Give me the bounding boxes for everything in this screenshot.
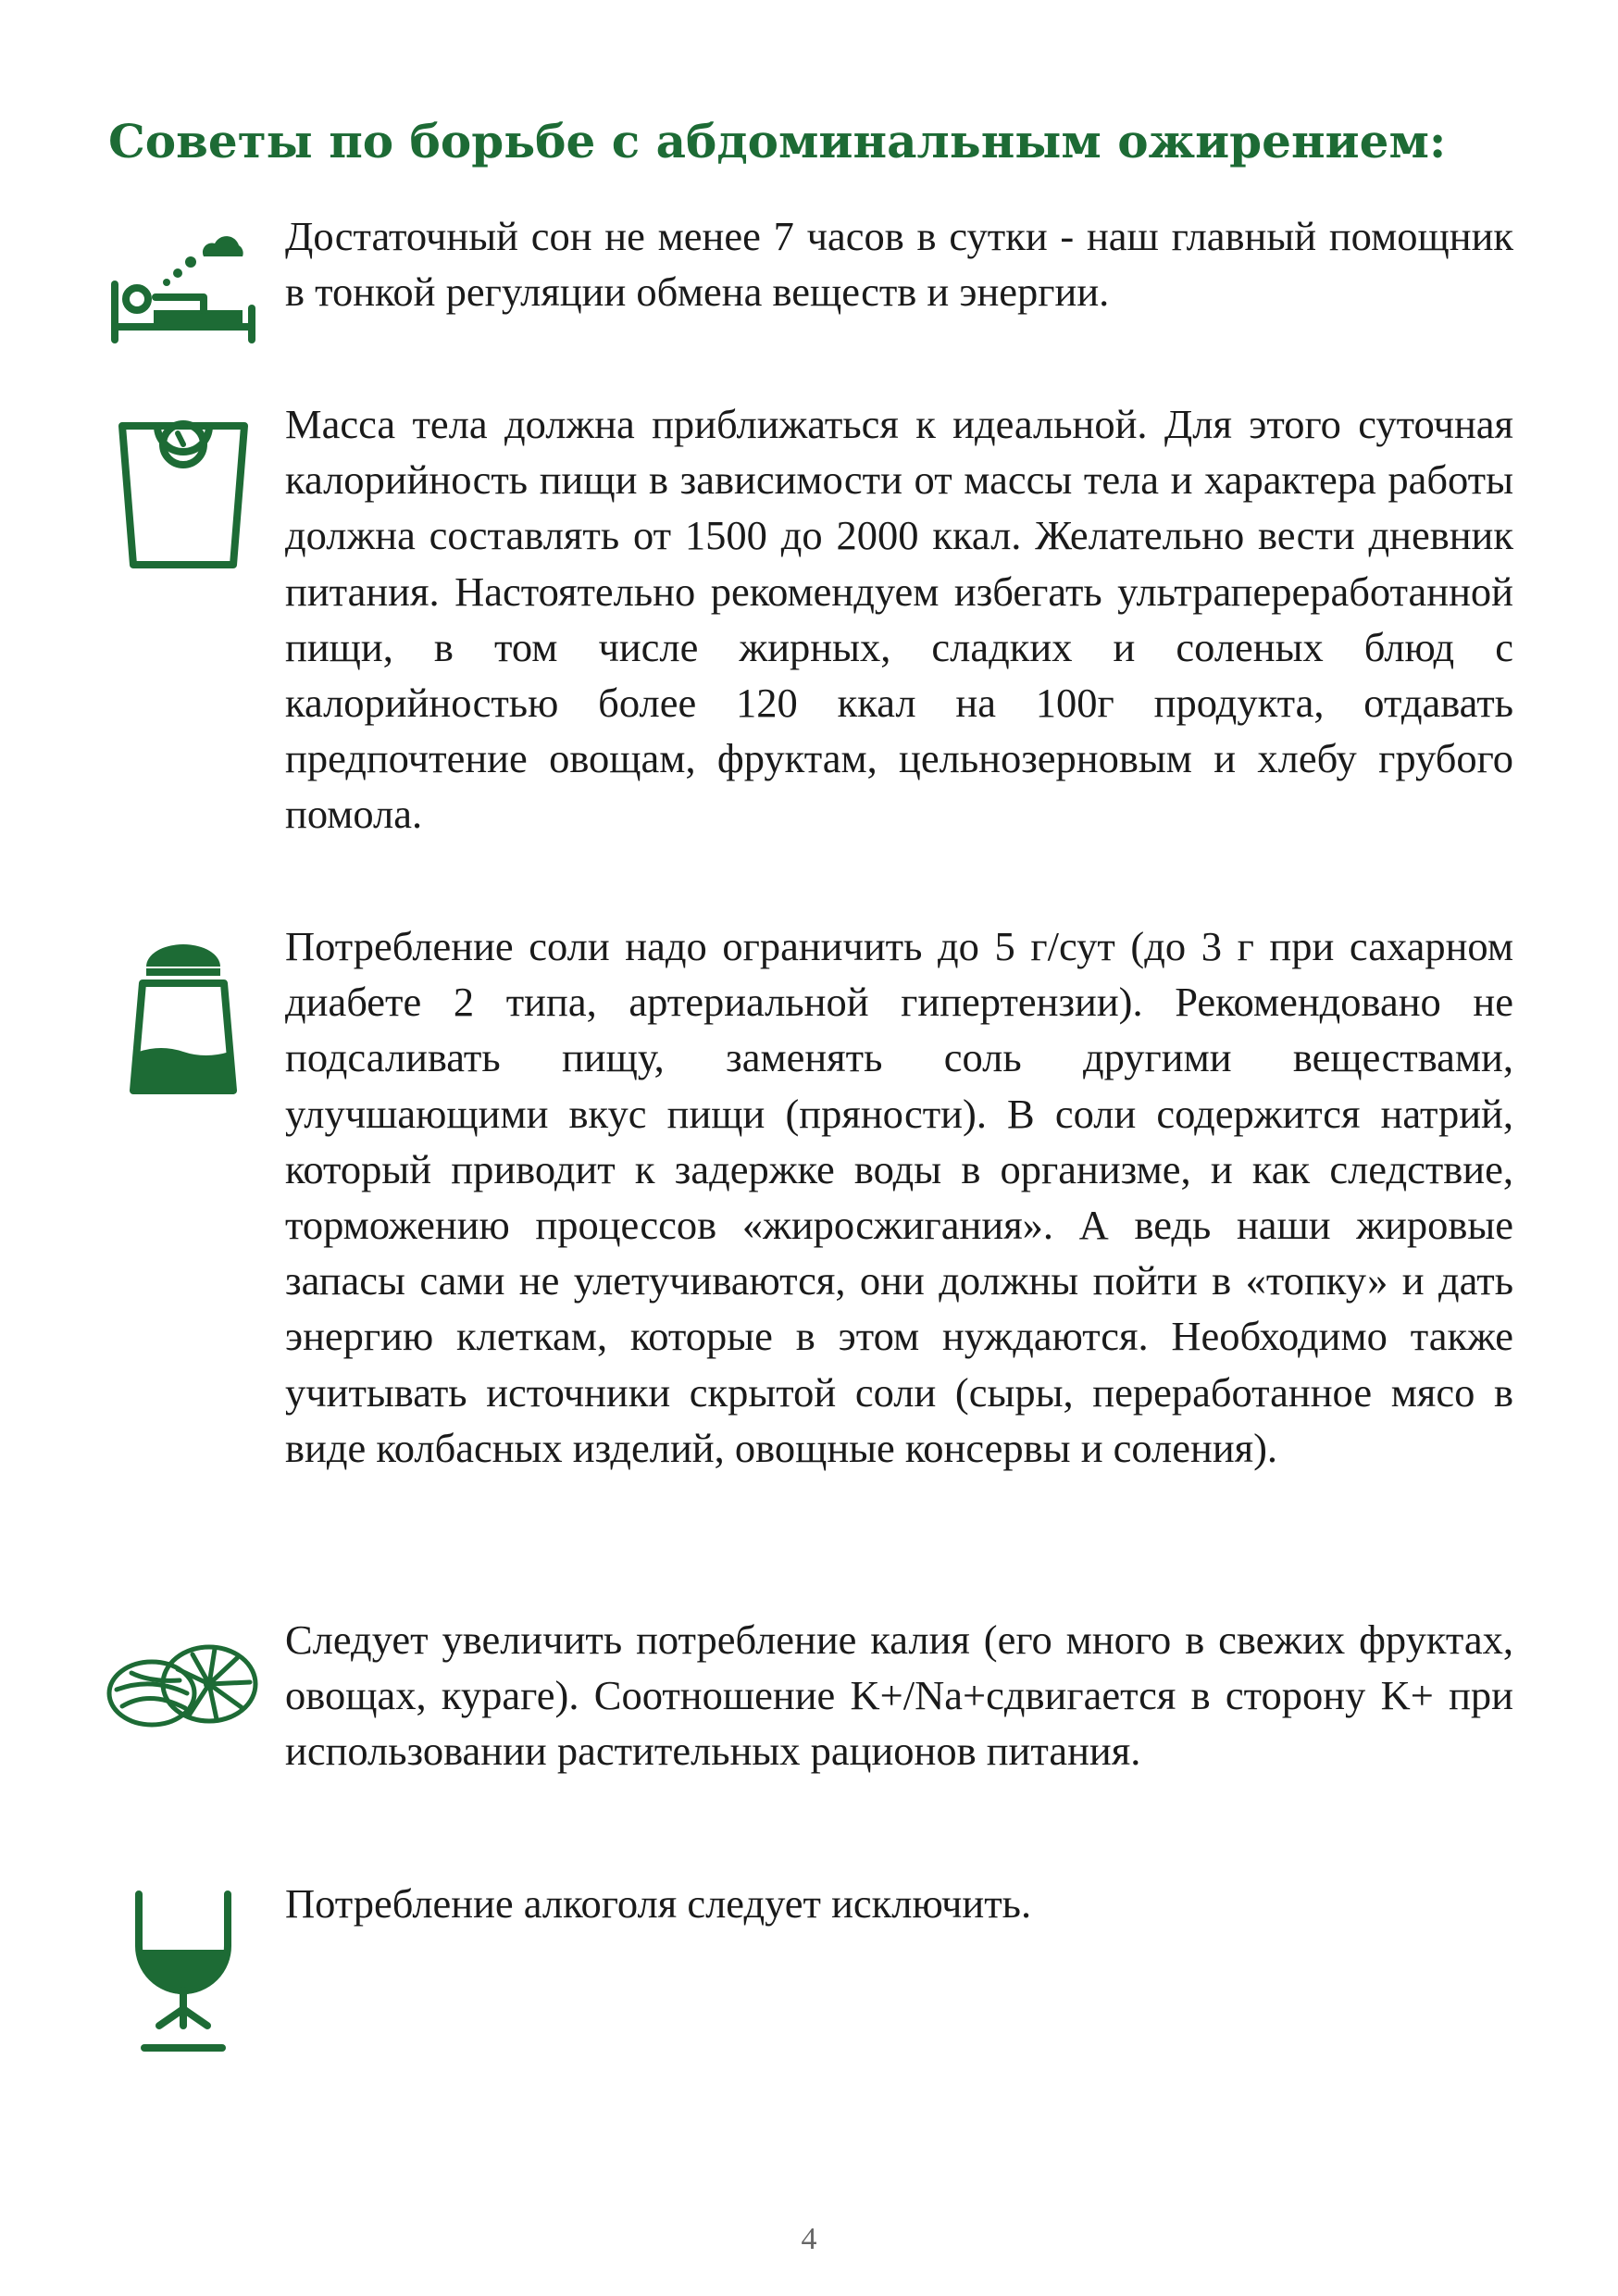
dried-apricots-icon: [104, 1636, 263, 1738]
tip-text: Следует увеличить потребление калия (его много в свежих фруктах, овощах, кураге). Соотношение K+/Na+сдвигается в сторону K+ при использовании растительных рационов питания.: [285, 1616, 1513, 1775]
tip-text: Масса тела должна приближаться к идеальной. Для этого суточная калорийность пищи в зависимости от массы тела и характера работы должна составлять от 1500 до 2000 ккал. Желательно вести дневник питания. Настоятельно рекомендуем избегать ультрапереработанной пищи, в том числе жирных, сладких и соленых блюд с калорийностью более 120 ккал на 100г продукта, отдавать предпочтение овощам, фруктам, цельнозерновым и хлебу грубого помола.: [285, 401, 1513, 838]
page-title: Советы по борьбе с абдоминальным ожирением:: [108, 114, 1447, 168]
tip-text: Потребление алкоголя следует исключить.: [285, 1880, 1032, 1927]
tip-text: Достаточный сон не менее 7 часов в сутки - наш главный помощник в тонкой регуляции обмена веществ и энергии.: [285, 213, 1513, 316]
wine-glass-icon: [104, 1885, 263, 2061]
tip-text: Потребление соли надо ограничить до 5 г/сут (до 3 г при сахарном диабете 2 типа, артериальной гипертензии). Рекомендовано не подсаливать пищу, заменять соль другими веществами, улучшающими вкус пищи (пряности). В соли содержится натрий, который приводит к задержке воды в организме, и как следствие, торможению процессов «жиросжигания». А ведь наши жировые запасы сами не улетучиваются, они должны пойти в «топку» и дать энергию клеткам, которые в этом нуждаются. Необходимо также учитывать источники скрытой соли (сыры, переработанное мясо в виде колбасных изделий, овощные консервы и соления).: [285, 923, 1513, 1471]
bathroom-scale-icon: [104, 407, 263, 574]
page-number: 4: [801, 2222, 817, 2256]
salt-shaker-icon: [104, 930, 263, 1105]
sleep-bed-icon: [104, 219, 263, 349]
